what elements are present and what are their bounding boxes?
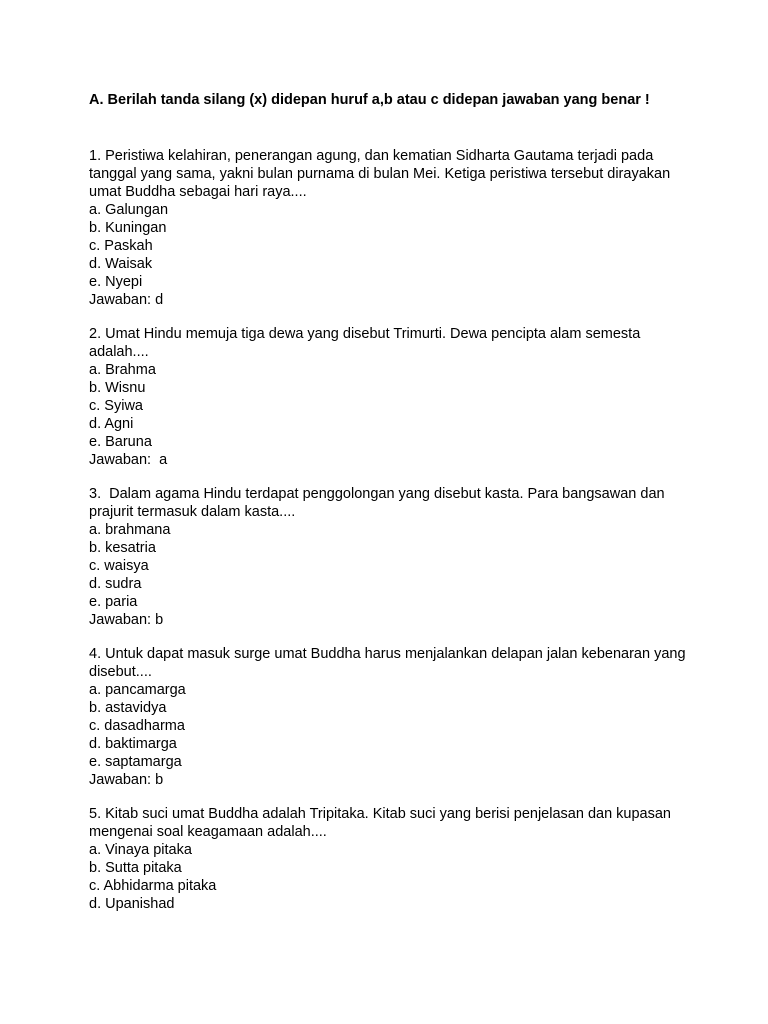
option-b: b. astavidya [89,700,167,716]
option-b: b. Kuningan [89,220,167,236]
option-d: d. Upanishad [89,896,175,912]
option-c: c. Abhidarma pitaka [89,878,217,894]
question-text: 4. Untuk dapat masuk surge umat Buddha harus menjalankan delapan jalan kebenaran yang disebut.... [89,646,690,680]
option-e: e. paria [89,594,138,610]
question-text: 5. Kitab suci umat Buddha adalah Tripitaka. Kitab suci yang berisi penjelasan dan kupasan mengenai soal keagamaan adalah.... [89,806,676,840]
answer: Jawaban: b [89,612,164,628]
answer: Jawaban: b [89,772,164,788]
option-a: a. Vinaya pitaka [89,842,192,858]
option-c: c. Syiwa [89,398,143,414]
option-d: d. Agni [89,416,134,432]
option-a: a. pancamarga [89,682,186,698]
question-4 [89,645,708,789]
question-text: 2. Umat Hindu memuja tiga dewa yang disebut Trimurti. Dewa pencipta alam semesta adalah.... [89,326,645,360]
option-a: a. Galungan [89,202,169,218]
answer: Jawaban: d [89,292,164,308]
option-c: c. waisya [89,558,149,574]
instruction-heading: A. Berilah tanda silang (x) didepan huruf a,b atau c didepan jawaban yang benar ! [89,92,650,108]
option-e: e. saptamarga [89,754,182,770]
option-a: a. brahmana [89,522,171,538]
option-d: d. Waisak [89,256,153,272]
option-d: d. baktimarga [89,736,177,752]
question-5 [89,805,708,913]
option-b: b. Wisnu [89,380,146,396]
option-e: e. Nyepi [89,274,143,290]
option-b: b. kesatria [89,540,156,556]
option-c: c. dasadharma [89,718,185,734]
option-b: b. Sutta pitaka [89,860,182,876]
question-1 [89,147,708,309]
question-3 [89,485,708,629]
option-e: e. Baruna [89,434,152,450]
question-text: 3. Dalam agama Hindu terdapat penggolongan yang disebut kasta. Para bangsawan dan prajurit termasuk dalam kasta.... [89,486,669,520]
question-2 [89,325,708,469]
question-text: 1. Peristiwa kelahiran, penerangan agung, dan kematian Sidharta Gautama terjadi pada tanggal yang sama, yakni bulan purnama di bulan Mei. Ketiga peristiwa tersebut dirayakan umat Buddha sebagai hari raya.... [89,148,675,200]
option-d: d. sudra [89,576,142,592]
answer: Jawaban: a [89,452,168,468]
option-a: a. Brahma [89,362,156,378]
option-c: c. Paskah [89,238,153,254]
